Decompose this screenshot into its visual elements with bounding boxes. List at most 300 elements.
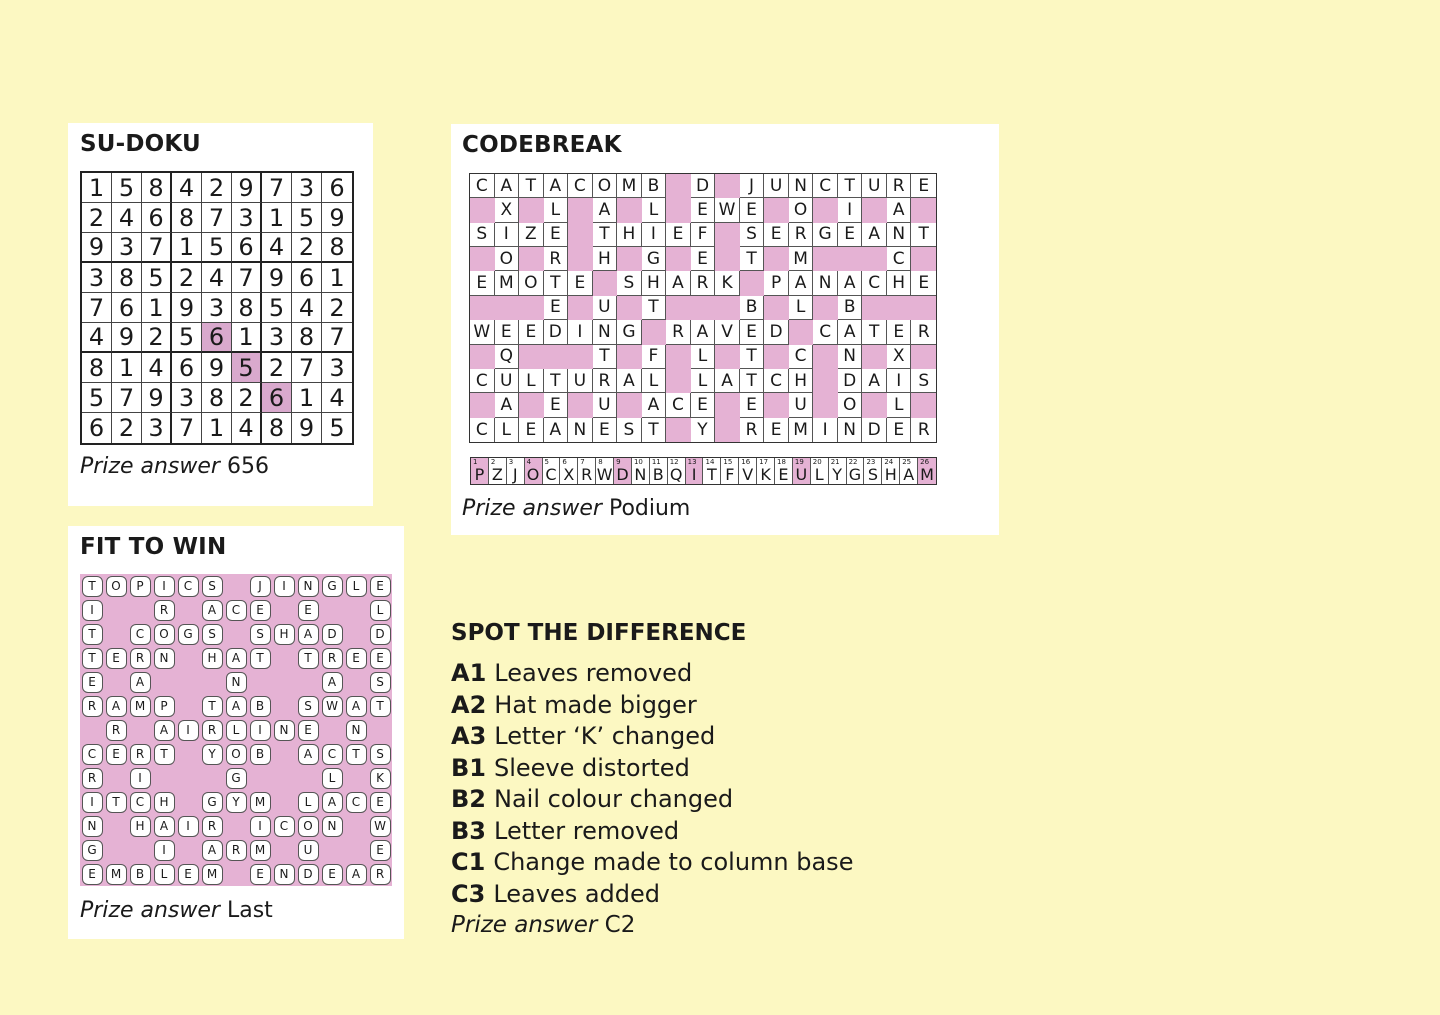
codebreak-cell: N — [838, 345, 863, 369]
sudoku-cell: 5 — [82, 383, 112, 413]
sudoku-cell: 6 — [142, 203, 172, 233]
fit-to-win-tile — [296, 838, 320, 862]
sudoku-cell: 8 — [262, 413, 292, 443]
fit-to-win-tile — [224, 838, 248, 862]
sudoku-cell: 5 — [172, 323, 202, 353]
codebreak-block — [470, 345, 495, 369]
codebreak-cell: A — [789, 271, 814, 295]
fit-to-win-prize — [80, 898, 273, 923]
spot-difference-item — [451, 658, 853, 690]
fit-to-win-letter: R — [202, 816, 223, 837]
fit-to-win-tile — [368, 814, 392, 838]
fit-to-win-tile — [80, 742, 104, 766]
fit-to-win-prize-value: Last — [226, 898, 273, 923]
fit-to-win-tile — [368, 766, 392, 790]
fit-to-win-tile — [368, 790, 392, 814]
fit-to-win-tile — [152, 718, 176, 742]
codebreak-cell: A — [544, 174, 569, 198]
fit-to-win-letter: T — [82, 576, 103, 597]
codebreak-cell: E — [519, 418, 544, 442]
fit-to-win-tile — [128, 766, 152, 790]
sudoku-cell: 5 — [142, 263, 172, 293]
fit-to-win-grid — [80, 574, 392, 886]
fit-to-win-letter: I — [178, 816, 199, 837]
codebreak-key-letter: K — [760, 465, 771, 484]
fit-to-win-tile — [296, 790, 320, 814]
fit-to-win-tile — [296, 622, 320, 646]
fit-to-win-tile — [80, 862, 104, 886]
sudoku-cell: 5 — [112, 173, 142, 203]
fit-to-win-letter: A — [322, 672, 343, 693]
codebreak-cell: R — [691, 271, 716, 295]
fit-to-win-letter: H — [130, 816, 151, 837]
fit-to-win-tile — [296, 718, 320, 742]
codebreak-cell: L — [691, 345, 716, 369]
fit-to-win-block — [128, 838, 152, 862]
fit-to-win-letter: R — [370, 864, 391, 885]
codebreak-block — [617, 247, 642, 271]
fit-to-win-tile — [200, 742, 224, 766]
codebreak-cell: E — [764, 418, 789, 442]
codebreak-cell: C — [470, 418, 495, 442]
fit-to-win-tile — [272, 814, 296, 838]
fit-to-win-letter: N — [274, 720, 295, 741]
codebreak-cell: V — [715, 320, 740, 344]
fit-to-win-block — [272, 646, 296, 670]
sudoku-cell: 1 — [202, 413, 232, 443]
fit-to-win-letter: G — [322, 576, 343, 597]
fit-to-win-panel — [68, 526, 404, 939]
fit-to-win-tile — [80, 574, 104, 598]
codebreak-key-letter: H — [884, 465, 897, 484]
codebreak-block — [495, 296, 520, 320]
sudoku-prize-value: 656 — [226, 454, 269, 479]
codebreak-cell: A — [593, 198, 618, 222]
fit-to-win-letter: A — [346, 864, 367, 885]
codebreak-cell: A — [838, 320, 863, 344]
codebreak-key-cell — [507, 458, 525, 484]
codebreak-key-number: 24 — [884, 458, 894, 466]
codebreak-cell: L — [789, 296, 814, 320]
sudoku-cell: 9 — [172, 293, 202, 323]
codebreak-key-letter: G — [848, 465, 862, 484]
fit-to-win-letter: A — [202, 600, 223, 621]
spot-prize-label: Prize answer — [451, 912, 598, 938]
codebreak-key-number: 19 — [794, 458, 804, 466]
fit-to-win-letter: U — [298, 840, 319, 861]
fit-to-win-letter: C — [346, 792, 367, 813]
codebreak-block — [519, 247, 544, 271]
fit-to-win-letter: E — [250, 864, 271, 885]
sudoku-cell: 9 — [232, 173, 262, 203]
fit-to-win-letter: E — [82, 672, 103, 693]
fit-to-win-letter: R — [154, 600, 175, 621]
fit-to-win-block — [344, 670, 368, 694]
spot-prize-value: C2 — [604, 912, 636, 938]
sudoku-title: SU-DOKU — [80, 131, 201, 157]
codebreak-cell: E — [838, 223, 863, 247]
codebreak-block — [715, 174, 740, 198]
sudoku-cell: 3 — [262, 323, 292, 353]
fit-to-win-tile — [296, 814, 320, 838]
codebreak-key-cell — [578, 458, 596, 484]
fit-to-win-tile — [368, 694, 392, 718]
fit-to-win-tile — [272, 862, 296, 886]
codebreak-key-cell — [739, 458, 757, 484]
codebreak-cell: M — [789, 247, 814, 271]
spot-difference-text: Letter ‘K’ changed — [494, 722, 716, 750]
sudoku-cell: 8 — [232, 293, 262, 323]
fit-to-win-block — [104, 670, 128, 694]
sudoku-cell: 4 — [292, 293, 322, 323]
fit-to-win-tile — [104, 694, 128, 718]
codebreak-cell: C — [813, 320, 838, 344]
fit-to-win-block — [296, 766, 320, 790]
fit-to-win-tile — [344, 646, 368, 670]
fit-to-win-block — [104, 598, 128, 622]
codebreak-key-cell — [560, 458, 578, 484]
codebreak-block — [764, 345, 789, 369]
fit-to-win-letter: I — [154, 840, 175, 861]
sudoku-cell: 1 — [322, 263, 352, 293]
codebreak-key-number: 20 — [812, 458, 822, 466]
sudoku-cell: 7 — [202, 203, 232, 233]
codebreak-cell: E — [740, 393, 765, 417]
fit-to-win-tile — [200, 790, 224, 814]
fit-to-win-tile — [128, 574, 152, 598]
fit-to-win-letter: R — [226, 840, 247, 861]
codebreak-cell: T — [862, 320, 887, 344]
codebreak-cell: W — [715, 198, 740, 222]
codebreak-cell: A — [666, 271, 691, 295]
codebreak-key-number: 12 — [669, 458, 679, 466]
fit-to-win-letter: C — [82, 744, 103, 765]
fit-to-win-letter: R — [130, 648, 151, 669]
spot-difference-text: Letter removed — [494, 816, 680, 845]
fit-to-win-block — [224, 622, 248, 646]
fit-to-win-letter: P — [154, 696, 175, 717]
fit-to-win-tile — [128, 742, 152, 766]
fit-to-win-block — [152, 670, 176, 694]
fit-to-win-block — [344, 814, 368, 838]
spot-the-difference-section — [451, 620, 853, 941]
fit-to-win-tile — [224, 598, 248, 622]
codebreak-cell: T — [519, 174, 544, 198]
fit-to-win-tile — [104, 646, 128, 670]
codebreak-cell: T — [593, 345, 618, 369]
fit-to-win-block — [176, 646, 200, 670]
fit-to-win-block — [272, 598, 296, 622]
codebreak-cell: K — [715, 271, 740, 295]
codebreak-cell: R — [887, 174, 912, 198]
codebreak-cell: A — [862, 223, 887, 247]
codebreak-cell: D — [838, 369, 863, 393]
codebreak-cell: O — [519, 271, 544, 295]
fit-to-win-tile — [224, 670, 248, 694]
fit-to-win-block — [104, 622, 128, 646]
codebreak-key-letter: I — [691, 465, 697, 484]
fit-to-win-block — [248, 766, 272, 790]
codebreak-key-number: 21 — [830, 458, 840, 466]
codebreak-cell: C — [470, 369, 495, 393]
sudoku-cell: 2 — [142, 323, 172, 353]
fit-to-win-letter: B — [250, 696, 271, 717]
sudoku-panel — [68, 123, 373, 506]
fit-to-win-tile — [104, 718, 128, 742]
fit-to-win-letter: E — [370, 648, 391, 669]
fit-to-win-letter: A — [154, 720, 175, 741]
codebreak-cell: F — [642, 345, 667, 369]
fit-to-win-letter: R — [106, 720, 127, 741]
sudoku-cell: 4 — [142, 353, 172, 383]
fit-to-win-letter: N — [274, 864, 295, 885]
codebreak-block — [666, 247, 691, 271]
codebreak-cell: I — [495, 223, 520, 247]
codebreak-cell: C — [764, 369, 789, 393]
fit-to-win-tile — [104, 862, 128, 886]
codebreak-block — [470, 198, 495, 222]
fit-to-win-letter: C — [130, 624, 151, 645]
fit-to-win-letter: G — [226, 768, 247, 789]
codebreak-cell: X — [495, 198, 520, 222]
fit-to-win-letter: W — [370, 816, 391, 837]
spot-difference-item — [451, 753, 853, 785]
codebreak-cell: E — [519, 320, 544, 344]
codebreak-key-number: 13 — [687, 458, 697, 466]
sudoku-cell: 4 — [112, 203, 142, 233]
sudoku-cell: 5 — [262, 293, 292, 323]
fit-to-win-letter: T — [346, 744, 367, 765]
codebreak-block — [470, 296, 495, 320]
codebreak-cell: D — [691, 174, 716, 198]
fit-to-win-tile — [368, 622, 392, 646]
codebreak-key-letter: J — [512, 465, 518, 484]
fit-to-win-letter: R — [130, 744, 151, 765]
codebreak-cell: E — [740, 198, 765, 222]
fit-to-win-tile — [200, 574, 224, 598]
codebreak-cell: N — [568, 418, 593, 442]
codebreak-cell: A — [715, 369, 740, 393]
codebreak-block — [862, 393, 887, 417]
codebreak-block — [470, 247, 495, 271]
codebreak-key-number: 2 — [490, 458, 496, 466]
fit-to-win-block — [104, 766, 128, 790]
fit-to-win-tile — [248, 838, 272, 862]
fit-to-win-tile — [152, 622, 176, 646]
fit-to-win-tile — [128, 670, 152, 694]
codebreak-key-number: 10 — [633, 458, 643, 466]
fit-to-win-letter: E — [322, 864, 343, 885]
codebreak-key-number: 3 — [508, 458, 514, 466]
codebreak-cell: C — [568, 174, 593, 198]
codebreak-block — [617, 296, 642, 320]
sudoku-cell: 2 — [262, 353, 292, 383]
codebreak-block — [862, 198, 887, 222]
codebreak-key-number: 26 — [920, 458, 930, 466]
fit-to-win-tile — [80, 646, 104, 670]
fit-to-win-tile — [128, 694, 152, 718]
fit-to-win-block — [344, 622, 368, 646]
fit-to-win-tile — [152, 694, 176, 718]
fit-to-win-tile — [320, 862, 344, 886]
sudoku-cell: 8 — [82, 353, 112, 383]
sudoku-cell: 8 — [202, 383, 232, 413]
codebreak-block — [715, 296, 740, 320]
fit-to-win-letter: R — [82, 696, 103, 717]
codebreak-cell: H — [617, 223, 642, 247]
codebreak-key-cell — [757, 458, 775, 484]
codebreak-key-letter: S — [867, 465, 878, 484]
codebreak-key-number: 14 — [705, 458, 715, 466]
codebreak-key-letter: R — [581, 465, 593, 484]
codebreak-cell: P — [764, 271, 789, 295]
codebreak-block — [715, 345, 740, 369]
codebreak-block — [862, 296, 887, 320]
codebreak-cell: A — [862, 369, 887, 393]
sudoku-cell: 6 — [322, 173, 352, 203]
fit-to-win-block — [200, 670, 224, 694]
fit-to-win-letter: T — [250, 648, 271, 669]
codebreak-key-letter: X — [563, 465, 575, 484]
fit-to-win-tile — [368, 598, 392, 622]
spot-difference-code: A3 — [451, 722, 487, 750]
codebreak-cell: N — [813, 271, 838, 295]
sudoku-cell: 8 — [142, 173, 172, 203]
codebreak-key-cell — [900, 458, 918, 484]
fit-to-win-letter: S — [370, 672, 391, 693]
codebreak-cell: M — [495, 271, 520, 295]
sudoku-cell: 5 — [292, 203, 322, 233]
codebreak-prize-value: Podium — [608, 496, 691, 521]
codebreak-cell: E — [544, 393, 569, 417]
sudoku-cell: 9 — [112, 323, 142, 353]
fit-to-win-tile — [368, 742, 392, 766]
fit-to-win-block — [344, 766, 368, 790]
fit-to-win-letter: J — [250, 576, 271, 597]
codebreak-key-number: 15 — [723, 458, 733, 466]
fit-to-win-letter: E — [346, 648, 367, 669]
fit-to-win-letter: C — [322, 744, 343, 765]
codebreak-key-letter: V — [742, 465, 754, 484]
sudoku-cell: 4 — [232, 413, 262, 443]
codebreak-cell: C — [470, 174, 495, 198]
fit-to-win-prize-label: Prize answer — [80, 898, 220, 923]
codebreak-key-letter: Z — [491, 465, 503, 484]
codebreak-block — [911, 247, 936, 271]
spot-difference-text: Nail colour changed — [494, 785, 734, 813]
fit-to-win-tile — [320, 814, 344, 838]
fit-to-win-letter: C — [226, 600, 247, 621]
spot-difference-text: Sleeve distorted — [494, 753, 690, 782]
fit-to-win-tile — [368, 862, 392, 886]
codebreak-key-letter: B — [652, 465, 664, 484]
fit-to-win-tile — [320, 694, 344, 718]
codebreak-block — [911, 393, 936, 417]
fit-to-win-letter: S — [202, 576, 223, 597]
codebreak-key-letter: Y — [832, 465, 843, 484]
codebreak-cell: F — [691, 223, 716, 247]
fit-to-win-tile — [80, 670, 104, 694]
fit-to-win-tile — [344, 862, 368, 886]
sudoku-cell: 1 — [172, 233, 202, 263]
sudoku-cell: 1 — [142, 293, 172, 323]
fit-to-win-tile — [224, 646, 248, 670]
codebreak-block — [764, 247, 789, 271]
codebreak-cell: U — [568, 369, 593, 393]
codebreak-cell: U — [593, 296, 618, 320]
fit-to-win-tile — [320, 766, 344, 790]
codebreak-cell: B — [740, 296, 765, 320]
codebreak-cell: A — [642, 393, 667, 417]
sudoku-cell: 3 — [232, 203, 262, 233]
codebreak-cell: T — [838, 174, 863, 198]
fit-to-win-tile — [296, 598, 320, 622]
codebreak-block — [764, 296, 789, 320]
fit-to-win-tile — [200, 694, 224, 718]
codebreak-panel — [451, 124, 999, 535]
codebreak-cell: S — [617, 418, 642, 442]
spot-difference-item — [451, 721, 853, 753]
codebreak-block — [666, 198, 691, 222]
fit-to-win-block — [176, 838, 200, 862]
fit-to-win-tile — [296, 742, 320, 766]
codebreak-block — [519, 393, 544, 417]
codebreak-block — [715, 393, 740, 417]
codebreak-cell: A — [495, 174, 520, 198]
fit-to-win-block — [272, 838, 296, 862]
fit-to-win-letter: E — [106, 744, 127, 765]
spot-difference-item — [451, 879, 853, 911]
codebreak-cell: W — [470, 320, 495, 344]
codebreak-block — [691, 296, 716, 320]
fit-to-win-tile — [368, 646, 392, 670]
codebreak-cell: C — [813, 174, 838, 198]
spot-difference-text: Hat made bigger — [494, 690, 697, 719]
fit-to-win-tile — [80, 622, 104, 646]
codebreak-cell: R — [789, 223, 814, 247]
fit-to-win-tile — [224, 718, 248, 742]
spot-difference-item — [451, 690, 853, 722]
fit-to-win-letter: E — [298, 720, 319, 741]
fit-to-win-block — [128, 718, 152, 742]
codebreak-key-number: 11 — [651, 458, 661, 466]
fit-to-win-letter: A — [202, 840, 223, 861]
codebreak-block — [519, 198, 544, 222]
fit-to-win-letter: S — [298, 696, 319, 717]
fit-to-win-tile — [200, 814, 224, 838]
fit-to-win-letter: I — [250, 720, 271, 741]
fit-to-win-letter: S — [250, 624, 271, 645]
sudoku-cell: 2 — [202, 173, 232, 203]
codebreak-cell: O — [593, 174, 618, 198]
fit-to-win-block — [344, 598, 368, 622]
fit-to-win-tile — [176, 718, 200, 742]
fit-to-win-letter: M — [130, 696, 151, 717]
sudoku-cell: 6 — [292, 263, 322, 293]
sudoku-cell: 6 — [172, 353, 202, 383]
codebreak-cell: T — [911, 223, 936, 247]
codebreak-cell: E — [495, 320, 520, 344]
codebreak-cell: S — [617, 271, 642, 295]
codebreak-block — [568, 393, 593, 417]
fit-to-win-tile — [80, 694, 104, 718]
codebreak-key-cell — [918, 458, 936, 484]
fit-to-win-letter: P — [130, 576, 151, 597]
codebreak-cell: I — [838, 198, 863, 222]
fit-to-win-letter: N — [154, 648, 175, 669]
codebreak-block — [813, 247, 838, 271]
codebreak-key-cell — [668, 458, 686, 484]
